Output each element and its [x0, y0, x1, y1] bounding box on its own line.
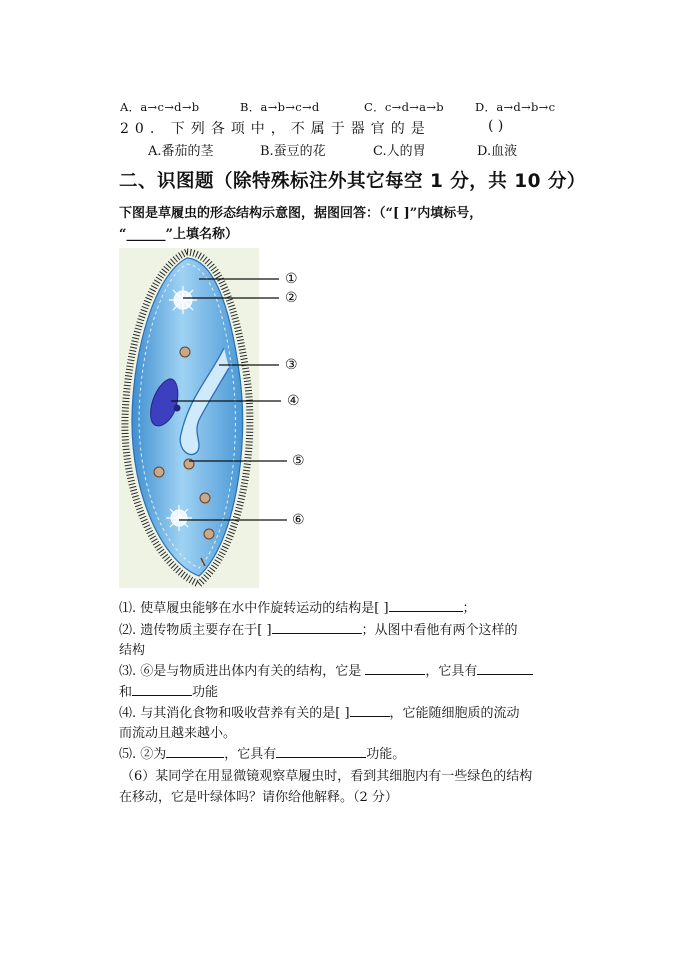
question-5-end: 功能。	[366, 747, 406, 762]
figure-labels	[119, 248, 339, 588]
q20-option-b: B.蚕豆的花	[260, 144, 326, 159]
question-4-line-2: 而流动且越来越小。	[119, 726, 237, 741]
question-3-text: ⑶. ⑥是与物质进出体内有关的结构，它是	[119, 664, 366, 679]
label-2: ②	[285, 290, 298, 306]
question-4	[119, 702, 520, 721]
answer-blank[interactable]	[272, 621, 362, 634]
label-lines	[119, 248, 339, 588]
label-5: ⑤	[292, 453, 305, 469]
question-1	[119, 597, 476, 616]
q19-option-c: C．c→d→a→b	[364, 100, 444, 114]
q20-option-d: D.血液	[477, 144, 518, 159]
q20-option-c: C.人的胃	[373, 144, 426, 159]
question-2-line-2: 结构	[119, 643, 146, 658]
answer-blank[interactable]	[132, 683, 192, 696]
question-5-cont: ，它具有	[224, 747, 277, 762]
question-2-text: ⑵. 遗传物质主要存在于[ ]	[119, 623, 272, 638]
q19-options	[120, 99, 555, 115]
q19-option-d: D．a→d→b→c	[475, 100, 556, 114]
intro-line-1: 下图是草履虫的形态结构示意图，据图回答：（“[ ]”内填标号，	[119, 206, 483, 221]
question-2	[119, 619, 518, 638]
q20-stem: 20. 下列各项中，不属于器官的是	[120, 121, 431, 137]
label-3: ③	[285, 357, 298, 373]
label-4: ④	[287, 393, 300, 409]
question-1-end: ；	[462, 601, 476, 616]
question-3-end: 功能	[192, 685, 219, 700]
answer-blank[interactable]	[166, 745, 224, 758]
question-3-cont: ，它具有	[425, 664, 478, 679]
question-3-and: 和	[119, 685, 133, 700]
q20-options	[148, 140, 517, 159]
question-4-cont: ，它能随细胞质的流动	[389, 706, 520, 721]
question-1-text: ⑴. 使草履虫能够在水中作旋转运动的结构是[ ]	[119, 601, 389, 616]
question-3-line-2	[119, 681, 218, 700]
q20-option-a: A.番茄的茎	[148, 144, 214, 159]
question-6-line-2: 在移动，它是叶绿体吗？请你给他解释。（2 分）	[119, 790, 398, 805]
label-1: ①	[285, 271, 298, 287]
section-title: 二、识图题（除特殊标注外其它每空 1 分，共 10 分）	[119, 171, 586, 192]
question-6: （6）某同学在用显微镜观察草履虫时，看到其细胞内有一些绿色的结构	[121, 769, 533, 784]
q20-paren: ( )	[488, 118, 504, 134]
q19-option-b: B．a→b→c→d	[240, 100, 320, 114]
answer-blank[interactable]	[276, 745, 366, 758]
answer-blank[interactable]	[389, 599, 463, 612]
question-5	[119, 743, 405, 762]
q19-option-a: A．a→c→d→b	[120, 100, 200, 114]
label-6: ⑥	[292, 512, 305, 528]
question-4-text: ⑷. 与其消化食物和吸收营养有关的是[ ]	[119, 706, 350, 721]
answer-blank[interactable]	[350, 704, 390, 717]
question-3	[119, 660, 533, 679]
answer-blank[interactable]	[477, 662, 533, 675]
intro-line-2: “______”上填名称）	[119, 227, 238, 242]
answer-blank[interactable]	[365, 662, 425, 675]
question-2-cont: ；从图中看他有两个这样的	[361, 623, 518, 638]
question-5-text: ⑸. ②为	[119, 747, 167, 762]
